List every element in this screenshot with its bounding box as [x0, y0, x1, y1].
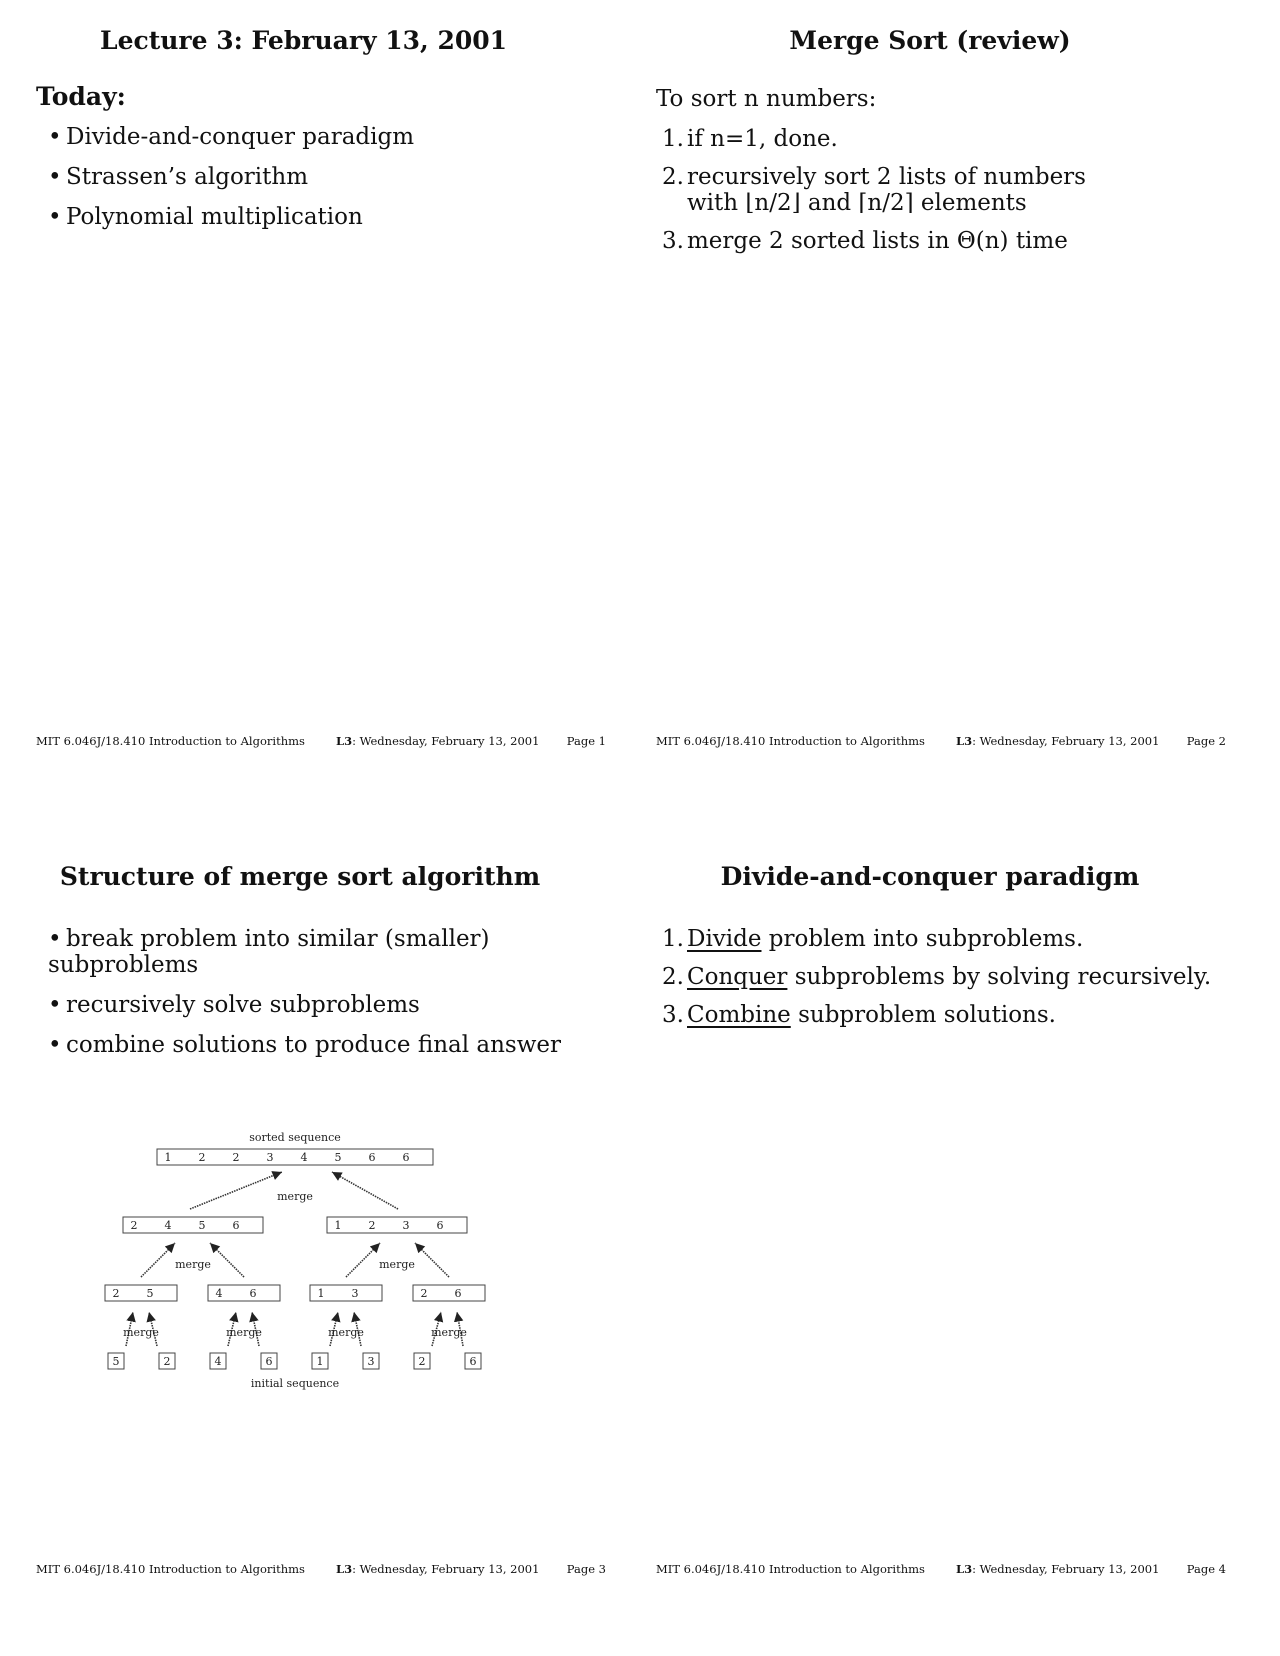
- merge-label: merge: [175, 1258, 211, 1271]
- bullet-icon: •: [48, 164, 62, 190]
- list-item: 1. Divide problem into subproblems.: [662, 926, 1084, 952]
- steps-list: [662, 126, 1086, 266]
- slide-title: Merge Sort (review): [789, 26, 1071, 55]
- pair-box-cell: 6: [454, 1287, 462, 1300]
- list-item: • Polynomial multiplication: [48, 204, 363, 230]
- bullet-icon: •: [48, 992, 62, 1018]
- sorted-label: sorted sequence: [249, 1131, 341, 1144]
- pair-box-cell: 5: [146, 1287, 154, 1300]
- sorted-box-cell: 3: [266, 1151, 274, 1164]
- merge-arrow: [210, 1243, 244, 1277]
- slide-footer: MIT 6.046J/18.410 Introduction to Algorithms L3: Wednesday, February 13, 2001 Page 2: [656, 734, 1226, 748]
- leaf-value: 3: [367, 1355, 375, 1368]
- slide-footer: MIT 6.046J/18.410 Introduction to Algorithms L3: Wednesday, February 13, 2001 Page 3: [36, 1562, 606, 1576]
- list-item: 2. Conquer subproblems by solving recursively.: [662, 964, 1212, 990]
- merge-label: merge: [328, 1326, 364, 1339]
- leaf-value: 1: [316, 1355, 324, 1368]
- merge-arrow: [141, 1243, 175, 1277]
- slide-1: [0, 0, 620, 800]
- pair-box-cell: 6: [249, 1287, 257, 1300]
- page-number: Page 2: [1186, 734, 1226, 748]
- merge-arrow: [332, 1172, 398, 1209]
- half-box-cell: 6: [232, 1219, 240, 1232]
- list-item: • recursively solve subproblems: [48, 992, 420, 1018]
- slide-2: [620, 0, 1240, 800]
- bullet-icon: •: [48, 124, 62, 150]
- initial-label: initial sequence: [250, 1377, 340, 1390]
- leaf-value: 2: [163, 1355, 171, 1368]
- leaf-value: 2: [418, 1355, 426, 1368]
- slide-title: Divide-and-conquer paradigm: [720, 862, 1140, 891]
- slide-title: Lecture 3: February 13, 2001: [100, 26, 508, 55]
- page-number: Page 4: [1186, 1562, 1226, 1576]
- merge-label: merge: [277, 1190, 313, 1203]
- merge-label: merge: [226, 1326, 262, 1339]
- pair-box-cell: 4: [215, 1287, 223, 1300]
- sorted-box-cell: 1: [164, 1151, 172, 1164]
- list-item: • Strassen’s algorithm: [48, 164, 309, 190]
- leaf-value: 4: [214, 1355, 222, 1368]
- list-item: 3. Combine subproblem solutions.: [662, 1002, 1056, 1028]
- sorted-box-cell: 5: [334, 1151, 342, 1164]
- topic-list: [48, 124, 414, 244]
- half-box-cell: 2: [368, 1219, 376, 1232]
- merge-sort-diagram: [0, 828, 620, 1588]
- page-number: Page 3: [566, 1562, 606, 1576]
- pair-box-cell: 3: [351, 1287, 359, 1300]
- list-item: • combine solutions to produce final answer: [48, 1032, 562, 1058]
- pair-box-cell: 2: [420, 1287, 428, 1300]
- slide-4: [620, 828, 1240, 1628]
- list-item: 1. if n=1, done.: [662, 126, 838, 152]
- slide-title: Structure of merge sort algorithm: [59, 862, 541, 891]
- merge-label: merge: [431, 1326, 467, 1339]
- leaf-value: 5: [112, 1355, 120, 1368]
- bullet-icon: •: [48, 926, 62, 952]
- merge-arrow: [415, 1243, 449, 1277]
- half-box-cell: 5: [198, 1219, 206, 1232]
- intro-text: To sort n numbers:: [656, 86, 877, 112]
- slide-footer: MIT 6.046J/18.410 Introduction to Algorithms L3: Wednesday, February 13, 2001 Page 1: [36, 734, 606, 748]
- half-box-cell: 4: [164, 1219, 172, 1232]
- leaf-value: 6: [265, 1355, 273, 1368]
- merge-arrow: [190, 1172, 282, 1209]
- half-box-cell: 2: [130, 1219, 138, 1232]
- list-item: 2. recursively sort 2 lists of numbers with ⌊n/2⌋ and ⌈n/2⌉ elements: [662, 164, 1086, 216]
- half-box-cell: 3: [402, 1219, 410, 1232]
- list-item: • Divide-and-conquer paradigm: [48, 124, 415, 150]
- slide-footer: MIT 6.046J/18.410 Introduction to Algorithms L3: Wednesday, February 13, 2001 Page 4: [656, 1562, 1226, 1576]
- sorted-box-cell: 2: [198, 1151, 206, 1164]
- page-number: Page 1: [566, 734, 606, 748]
- today-heading: Today:: [36, 82, 126, 111]
- pair-box-cell: 2: [112, 1287, 120, 1300]
- list-item: 3. merge 2 sorted lists in Θ(n) time: [662, 228, 1068, 254]
- half-box: [327, 1217, 467, 1233]
- sorted-box-cell: 6: [402, 1151, 410, 1164]
- pair-box-cell: 1: [317, 1287, 325, 1300]
- sorted-box-cell: 6: [368, 1151, 376, 1164]
- merge-label: merge: [379, 1258, 415, 1271]
- half-box-cell: 6: [436, 1219, 444, 1232]
- merge-arrow: [346, 1243, 380, 1277]
- paradigm-steps: [662, 926, 1211, 1040]
- sorted-box-cell: 4: [300, 1151, 308, 1164]
- half-box-cell: 1: [334, 1219, 342, 1232]
- bullet-icon: •: [48, 204, 62, 230]
- list-item: • break problem into similar (smaller) subproblems: [48, 926, 490, 978]
- half-box: [123, 1217, 263, 1233]
- merge-label: merge: [123, 1326, 159, 1339]
- sorted-box-cell: 2: [232, 1151, 240, 1164]
- bullet-icon: •: [48, 1032, 62, 1058]
- slide-3: [0, 828, 620, 1628]
- leaf-value: 6: [469, 1355, 477, 1368]
